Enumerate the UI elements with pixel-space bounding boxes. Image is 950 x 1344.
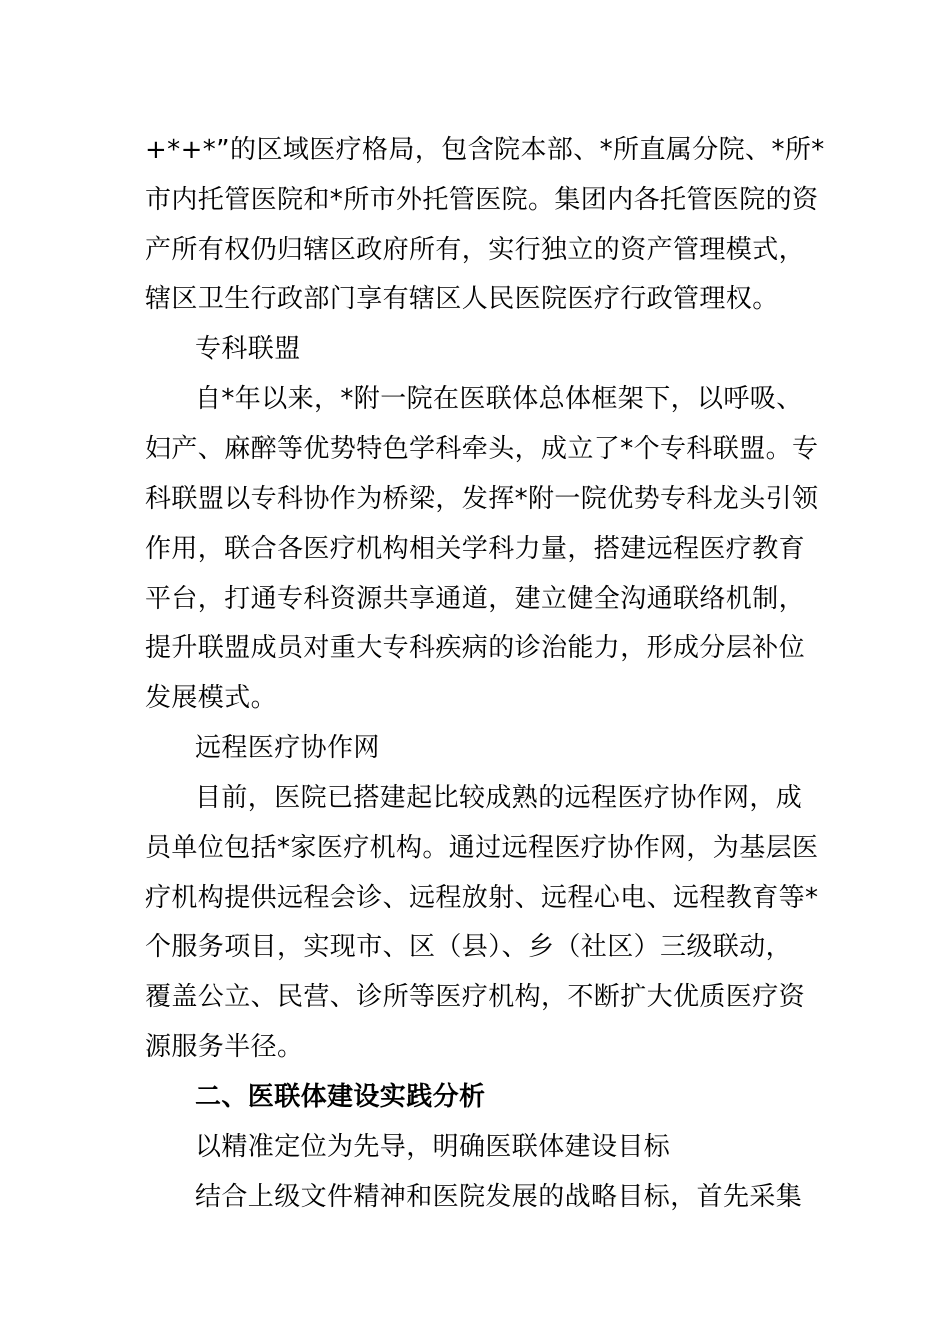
- paragraph-line: 覆盖公立、民营、诊所等医疗机构，不断扩大优质医疗资: [145, 982, 806, 1012]
- paragraph-line: 作用，联合各医疗机构相关学科力量，搭建远程医疗教育: [145, 534, 806, 564]
- paragraph-line: 产所有权仍归辖区政府所有，实行独立的资产管理模式，: [145, 235, 806, 265]
- paragraph-line: 自*年以来，*附一院在医联体总体框架下，以呼吸、: [195, 384, 803, 414]
- paragraph-line: 目前，医院已搭建起比较成熟的远程医疗协作网，成: [195, 783, 803, 813]
- paragraph-line: 辖区卫生行政部门享有辖区人民医院医疗行政管理权。: [145, 284, 779, 314]
- paragraph-line: 个服务项目，实现市、区（县）、乡（社区）三级联动，: [145, 932, 793, 962]
- chapter-heading: 二、医联体建设实践分析: [195, 1082, 486, 1112]
- paragraph-line: 发展模式。: [145, 683, 278, 713]
- paragraph-line: 妇产、麻醉等优势特色学科牵头，成立了*个专科联盟。专: [145, 434, 819, 464]
- paragraph-line: 疗机构提供远程会诊、远程放射、远程心电、远程教育等*: [145, 883, 819, 913]
- paragraph-line: 平台，打通专科资源共享通道，建立健全沟通联络机制，: [145, 584, 806, 614]
- paragraph-line: 结合上级文件精神和医院发展的战略目标，首先采集: [195, 1182, 803, 1212]
- section-heading: 远程医疗协作网: [195, 733, 380, 763]
- paragraph-line: +*+*”的区域医疗格局，包含院本部、*所直属分院、*所*: [145, 135, 825, 165]
- paragraph-line: 提升联盟成员对重大专科疾病的诊治能力，形成分层补位: [145, 633, 806, 663]
- section-heading: 专科联盟: [195, 334, 301, 364]
- paragraph-line: 市内托管医院和*所市外托管医院。集团内各托管医院的资: [145, 185, 819, 215]
- paragraph-line: 员单位包括*家医疗机构。通过远程医疗协作网，为基层医: [145, 833, 819, 863]
- paragraph-line: 科联盟以专科协作为桥梁，发挥*附一院优势专科龙头引领: [145, 484, 819, 514]
- section-heading: 以精准定位为先导，明确医联体建设目标: [195, 1132, 671, 1162]
- paragraph-line: 源服务半径。: [145, 1032, 304, 1062]
